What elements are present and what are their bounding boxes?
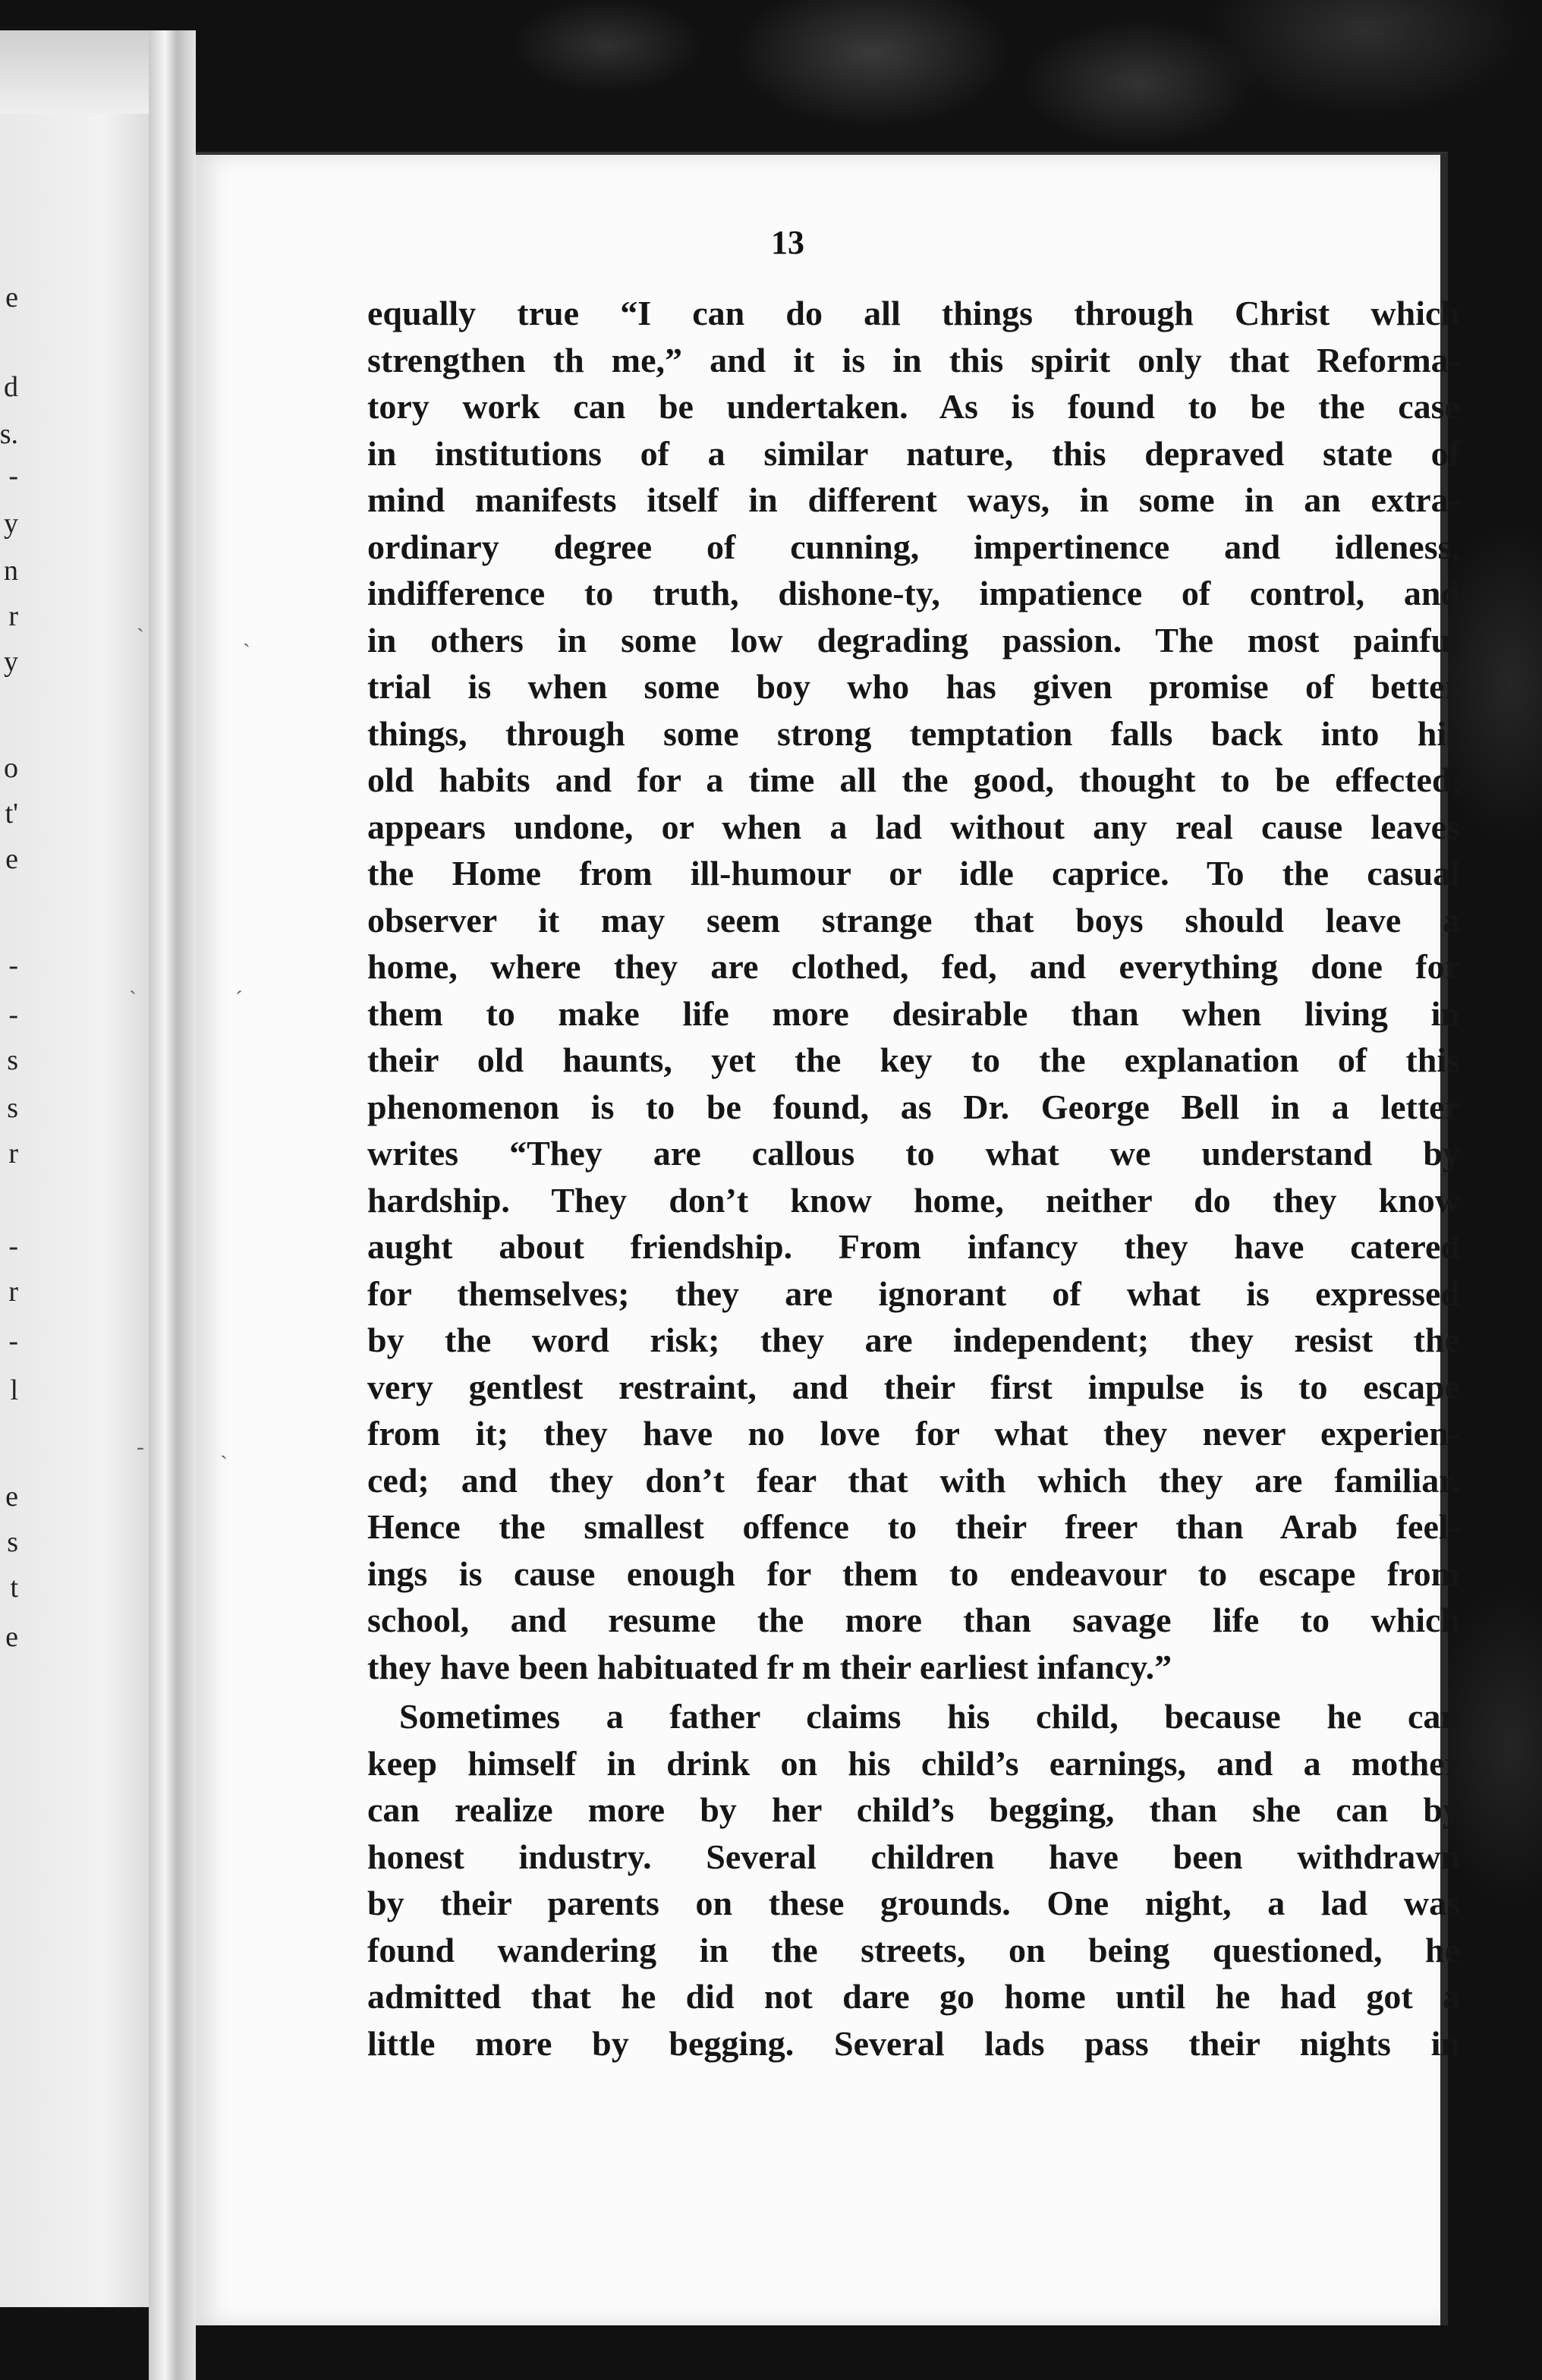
book-page [196,152,1460,2325]
text-line: the Home from ill-humour or idle caprice. To the casual [367,854,1460,892]
margin-mark: ˊ [235,987,243,1012]
facing-letter: s [7,1092,18,1124]
facing-letter: - [8,1325,18,1357]
text-line: they have been habituated fr m their earliest infancy.” [367,1647,1172,1686]
text-line: equally true “I can do all things through Christ which [367,294,1460,332]
text-line: hardship. They don’t know home, neither do they know [367,1180,1460,1220]
facing-letter: s [7,1044,18,1076]
text-line: keep himself in drink on his child’s earnings, and a mother [367,1743,1460,1783]
text-line: Hence the smallest offence to their freer than Arab feel- [367,1507,1460,1546]
text-line: home, where they are clothed, fed, and everything done for [367,947,1460,986]
margin-mark: ˏ [137,607,144,632]
margin-mark: ˎ [220,1434,228,1459]
text-line: aught about friendship. From infancy they have catered [367,1227,1460,1266]
text-line: things, through some strong temptation falls back into his [367,713,1460,753]
text-line: by the word risk; they are independent; they resist the [367,1321,1460,1359]
text-line: mind manifests itself in different ways, in some in an extra- [367,480,1460,519]
text-line: ings is cause enough for them to endeavour to escape from [367,1554,1460,1593]
text-line: appears undone, or when a lad without any real cause leaves [367,807,1460,846]
text-line: tory work can be undertaken. As is found to be the case [367,387,1460,426]
facing-letter: r [8,600,18,632]
text-line: indifference to truth, dishone-ty, impatience of control, and [367,574,1460,612]
facing-letter: - [8,1230,18,1262]
text-line: writes “They are callous to what we understand by [367,1134,1460,1173]
text-line: can realize more by her child’s begging, than she can by [367,1790,1460,1829]
text-line: their old haunts, yet the key to the explanation of this [367,1040,1460,1079]
text-line: them to make life more desirable than when living in [367,993,1460,1033]
text-line: observer it may seem strange that boys should leave a [367,900,1460,940]
facing-letter: - [8,460,18,492]
text-line: little more by begging. Several lads pass their nights in [367,2023,1460,2063]
facing-letter: t [10,1572,18,1604]
facing-page-strip [0,114,149,2307]
facing-letter: s. [0,418,18,450]
text-line: Sometimes a father claims his child, because he can [399,1697,1460,1736]
text-line: school, and resume the more than savage life to which [367,1601,1460,1639]
facing-letter: e [5,282,18,313]
binding-gutter [149,30,196,2380]
text-line: old habits and for a time all the good, thought to be effected, [367,760,1460,799]
text-line: very gentlest restraint, and their first impulse is to escape [367,1367,1460,1406]
facing-letter: y [4,646,18,678]
text-line: ced; and they don’t fear that with which they are familiar. [367,1460,1460,1500]
facing-letter: r [8,1138,18,1170]
margin-mark: ˎ [243,622,250,647]
facing-letter: t' [5,798,18,830]
facing-letter: y [4,508,18,540]
text-line: in others in some low degrading passion. The most painful [367,620,1460,660]
text-line: for themselves; they are ignorant of what is expressed [367,1273,1460,1313]
text-line: from it; they have no love for what they never experien- [367,1414,1460,1453]
text-line: honest industry. Several children have been withdrawn [367,1837,1460,1876]
text-line: phenomenon is to be found, as Dr. George Bell in a letter [367,1087,1460,1126]
margin-mark: ˋ [129,987,137,1012]
facing-letter: s [7,1526,18,1558]
margin-mark: ‐ [137,1434,144,1459]
paragraph-2 [367,1693,1460,2067]
text-line: ordinary degree of cunning, impertinence and idleness, [367,527,1460,566]
facing-page-letters [0,114,149,2307]
page-text [367,290,1460,2067]
page-number: 13 [771,224,804,261]
facing-letter: e [5,843,18,875]
facing-letter: d [4,371,18,403]
facing-letter: r [8,1276,18,1308]
facing-letter: - [8,999,18,1031]
text-line: admitted that he did not dare go home until he had got a [367,1977,1460,2016]
paragraph-1 [367,290,1460,1690]
text-line: found wandering in the streets, on being questioned, he [367,1930,1460,1969]
facing-letter: l [10,1374,18,1406]
facing-letter: e [5,1481,18,1513]
text-line: in institutions of a similar nature, this depraved state of [367,433,1460,473]
facing-letter: n [4,555,18,587]
facing-letter: - [8,949,18,981]
facing-letter: e [5,1621,18,1653]
text-line: strengthen th me,” and it is in this spirit only that Reforma- [367,340,1460,379]
facing-letter: o [4,752,18,784]
text-line: trial is when some boy who has given promise of better [367,667,1460,706]
text-line: by their parents on these grounds. One night, a lad was [367,1884,1460,1922]
